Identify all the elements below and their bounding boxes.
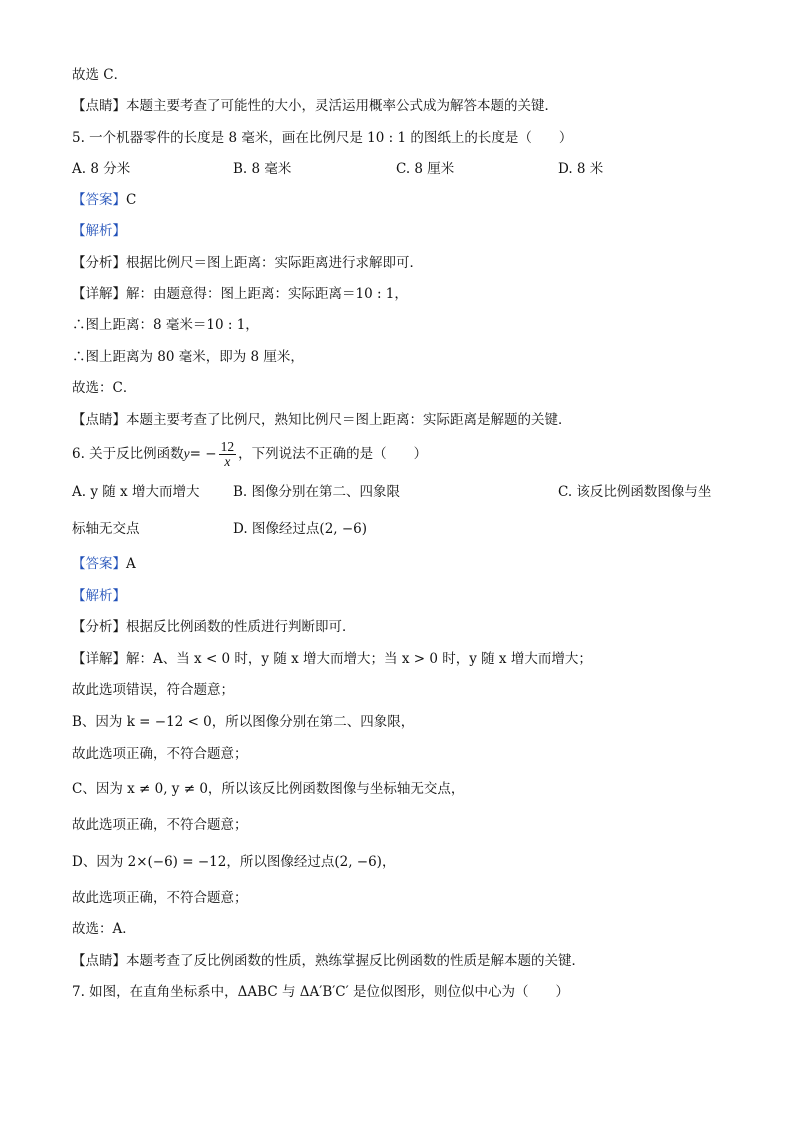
option-c: C. 8 厘米 (396, 161, 455, 177)
text-line: D、因为 2×(−6) = −12，所以图像经过点(2, −6)， (72, 854, 396, 870)
text-line: 解：A、当 x < 0 时，y 随 x 增大而增大；当 x > 0 时，y 随 x 增大而增大； (126, 651, 592, 667)
text-line: 本题主要考查了比例尺，熟知比例尺＝图上距离：实际距离是解题的关键． (126, 412, 572, 428)
option-d: D. 8 米 (558, 161, 604, 177)
text-line: ∴图上距离为 80 毫米，即为 8 厘米， (72, 349, 304, 365)
question-text: 6. 关于反比例函数 (72, 446, 184, 462)
text-line: 故此选项正确，不符合题意； (72, 817, 248, 833)
section-tag: 【点睛】 (72, 98, 126, 114)
math-var-y: y (183, 446, 190, 461)
question-6 (72, 438, 427, 470)
answer-value: A (126, 556, 136, 572)
text-line: 根据比例尺＝图上距离：实际距离进行求解即可． (126, 255, 423, 271)
section-tag: 【分析】 (72, 619, 126, 635)
text-line: 故选 C． (72, 67, 128, 83)
section-tag: 【点睛】 (72, 412, 126, 428)
question-text: ，下列说法不正确的是（ ） (238, 446, 428, 462)
xiangjie-line (72, 650, 592, 668)
dianjing-line (72, 411, 572, 429)
text-line: 故此选项正确，不符合题意； (72, 890, 248, 906)
section-tag: 【详解】 (72, 286, 126, 302)
section-tag: 【点睛】 (72, 953, 126, 969)
option-b: B. 8 毫米 (233, 161, 292, 177)
fraction-numerator: 12 (220, 439, 235, 454)
text-line: 故选：A． (72, 921, 136, 937)
answer-tag: 【答案】 (72, 556, 126, 572)
text-line: 根据反比例函数的性质进行判断即可． (126, 619, 356, 635)
text-line: 本题主要考查了可能性的大小，灵活运用概率公式成为解答本题的关键． (126, 98, 558, 114)
option-b: B. 图像分别在第二、四象限 (233, 484, 401, 500)
fraction (219, 440, 237, 469)
answer-line (72, 191, 136, 209)
text-line: B、因为 k = −12 < 0，所以图像分别在第二、四象限， (72, 714, 415, 730)
text-line: 本题考查了反比例函数的性质，熟练掌握反比例函数的性质是解本题的关键． (126, 953, 585, 969)
jiexi-tag: 【解析】 (72, 223, 126, 239)
answer-value: C (126, 192, 137, 208)
text-line: 解：由题意得：图上距离：实际距离＝10 : 1， (126, 286, 408, 302)
dianjing-line (72, 97, 558, 115)
question-5: 5. 一个机器零件的长度是 8 毫米，画在比例尺是 10 : 1 的图纸上的长度是（ ） (72, 130, 573, 146)
answer-line (72, 555, 136, 573)
option-a: A. y 随 x 增大而增大 (72, 484, 200, 500)
xiangjie-line (72, 285, 408, 303)
answer-tag: 【答案】 (72, 192, 126, 208)
fraction-denominator: x (224, 454, 231, 469)
section-tag: 【详解】 (72, 651, 126, 667)
section-tag: 【分析】 (72, 255, 126, 271)
dianjing-line (72, 952, 585, 970)
text-line: C、因为 x ≠ 0, y ≠ 0，所以该反比例函数图像与坐标轴无交点， (72, 781, 465, 797)
option-d: D. 图像经过点(2, −6) (233, 521, 368, 537)
fenxi-line (72, 618, 356, 636)
text-line: 故此选项错误，符合题意； (72, 682, 234, 698)
jiexi-tag: 【解析】 (72, 588, 126, 604)
option-a: A. 8 分米 (72, 161, 131, 177)
option-c-continued: 标轴无交点 (72, 521, 140, 537)
fenxi-line (72, 254, 423, 272)
option-c: C. 该反比例函数图像与坐 (558, 484, 712, 500)
text-line: 故选：C． (72, 380, 137, 396)
math-eq: = − (189, 446, 217, 462)
text-line: 故此选项正确，不符合题意； (72, 746, 248, 762)
text-line: ∴图上距离：8 毫米＝10 : 1， (72, 317, 259, 333)
question-7: 7. 如图，在直角坐标系中，ΔABC 与 ΔA′B′C′ 是位似图形，则位似中心为（ ） (72, 984, 569, 1000)
